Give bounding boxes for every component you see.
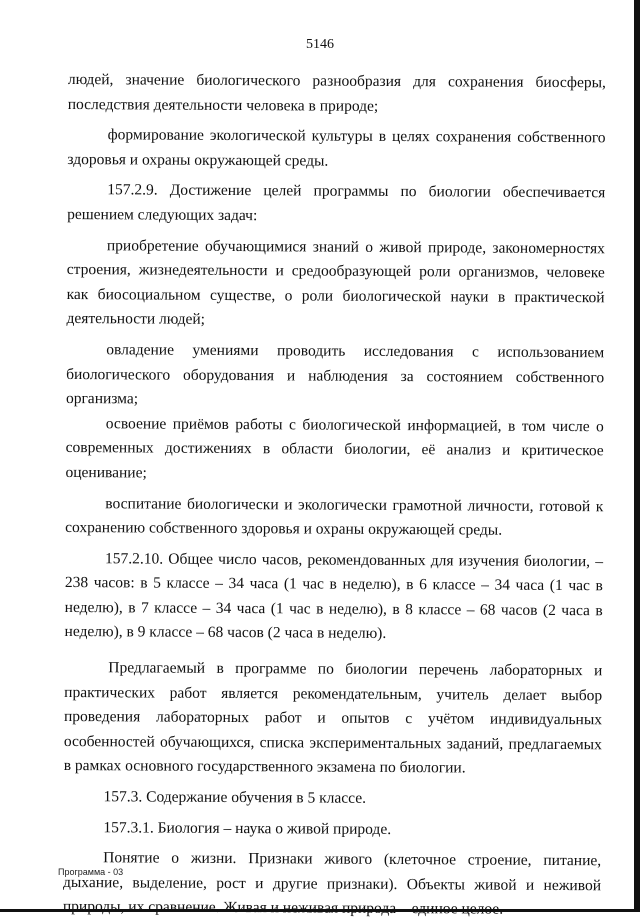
scan-edge-right — [634, 0, 640, 912]
document-body — [63, 68, 606, 923]
footer-label: Программа - 03 — [58, 867, 124, 877]
paragraph-concept-of-life: Понятие о жизни. Признаки живого (клеточное строение, питание, дыхание, выделение, рост и другие признаки). Объекты живой и неживой природы, их сравнение. Живая — [62, 849, 602, 917]
paragraph-157-3: 157.3. Содержание обучения в 5 классе. — [103, 788, 367, 807]
paragraph-ecological-culture: формирование экологической культуры в целях сохранения собственного здоровья и охраны окружающей среды. — [67, 126, 606, 170]
paragraph-task-information: освоение приёмов работы с биологической информацией, в том числе о современных достижениях в области биологии, её анализ и критическое оценивание; — [65, 414, 604, 482]
paragraph-biodiversity: людей, значение биологического разнообразия для сохранения биосферы, последствия деятельности человека в природе; — [67, 70, 606, 115]
paragraph-157-2-10: 157.2.10. Общее число часов, рекомендованных для изучения биологии, –238 часов: в 5 классе – 34 часа (1 час в неделю), в 6 классе – 34 часа (1 час в неделю), в 7 классе – 34 часа (1 час в неделю), в 8 классе – 68 часов (2 часа в неделю), в 9 классе – 68 часов (2 часа в неделю). — [64, 549, 604, 643]
paragraph-lab-works: Предлагаемый в программе по биологии перечень лабораторных и практических работ является рекомендательным, учитель делает выбор проведения лабораторных работ и опытов с учётом индивидуальных особенностей обучающихся, списка экспериментальных заданий, предлагаемых в рамках основного государственного экзамена по биологии. — [63, 659, 603, 777]
paragraph-157-2-9: 157.2.9. Достижение целей программы по биологии обеспечивается решением следующих задач: — [67, 181, 606, 225]
paragraph-task-knowledge: приобретение обучающимися знаний о живой природе, закономерностях строения, жизнедеятельности и средообразующей роли организмов, человеке как биосоциальном существе, о роли биологической науки в практической деятельности людей; — [66, 236, 605, 329]
page-number: 5146 — [306, 37, 334, 52]
paragraph-task-upbringing: воспитание биологически и экологически грамотной личности, готовой к сохранению собственного здоровья и охраны окружающей среды. — [65, 494, 604, 539]
paragraph-157-3-1: 157.3.1. Биология – наука о живой природе. — [103, 818, 392, 838]
paragraph-task-skills: овладение умениями проводить исследования с использованием биологического оборудования и наблюдения за состоянием собственного организма; — [65, 341, 605, 408]
